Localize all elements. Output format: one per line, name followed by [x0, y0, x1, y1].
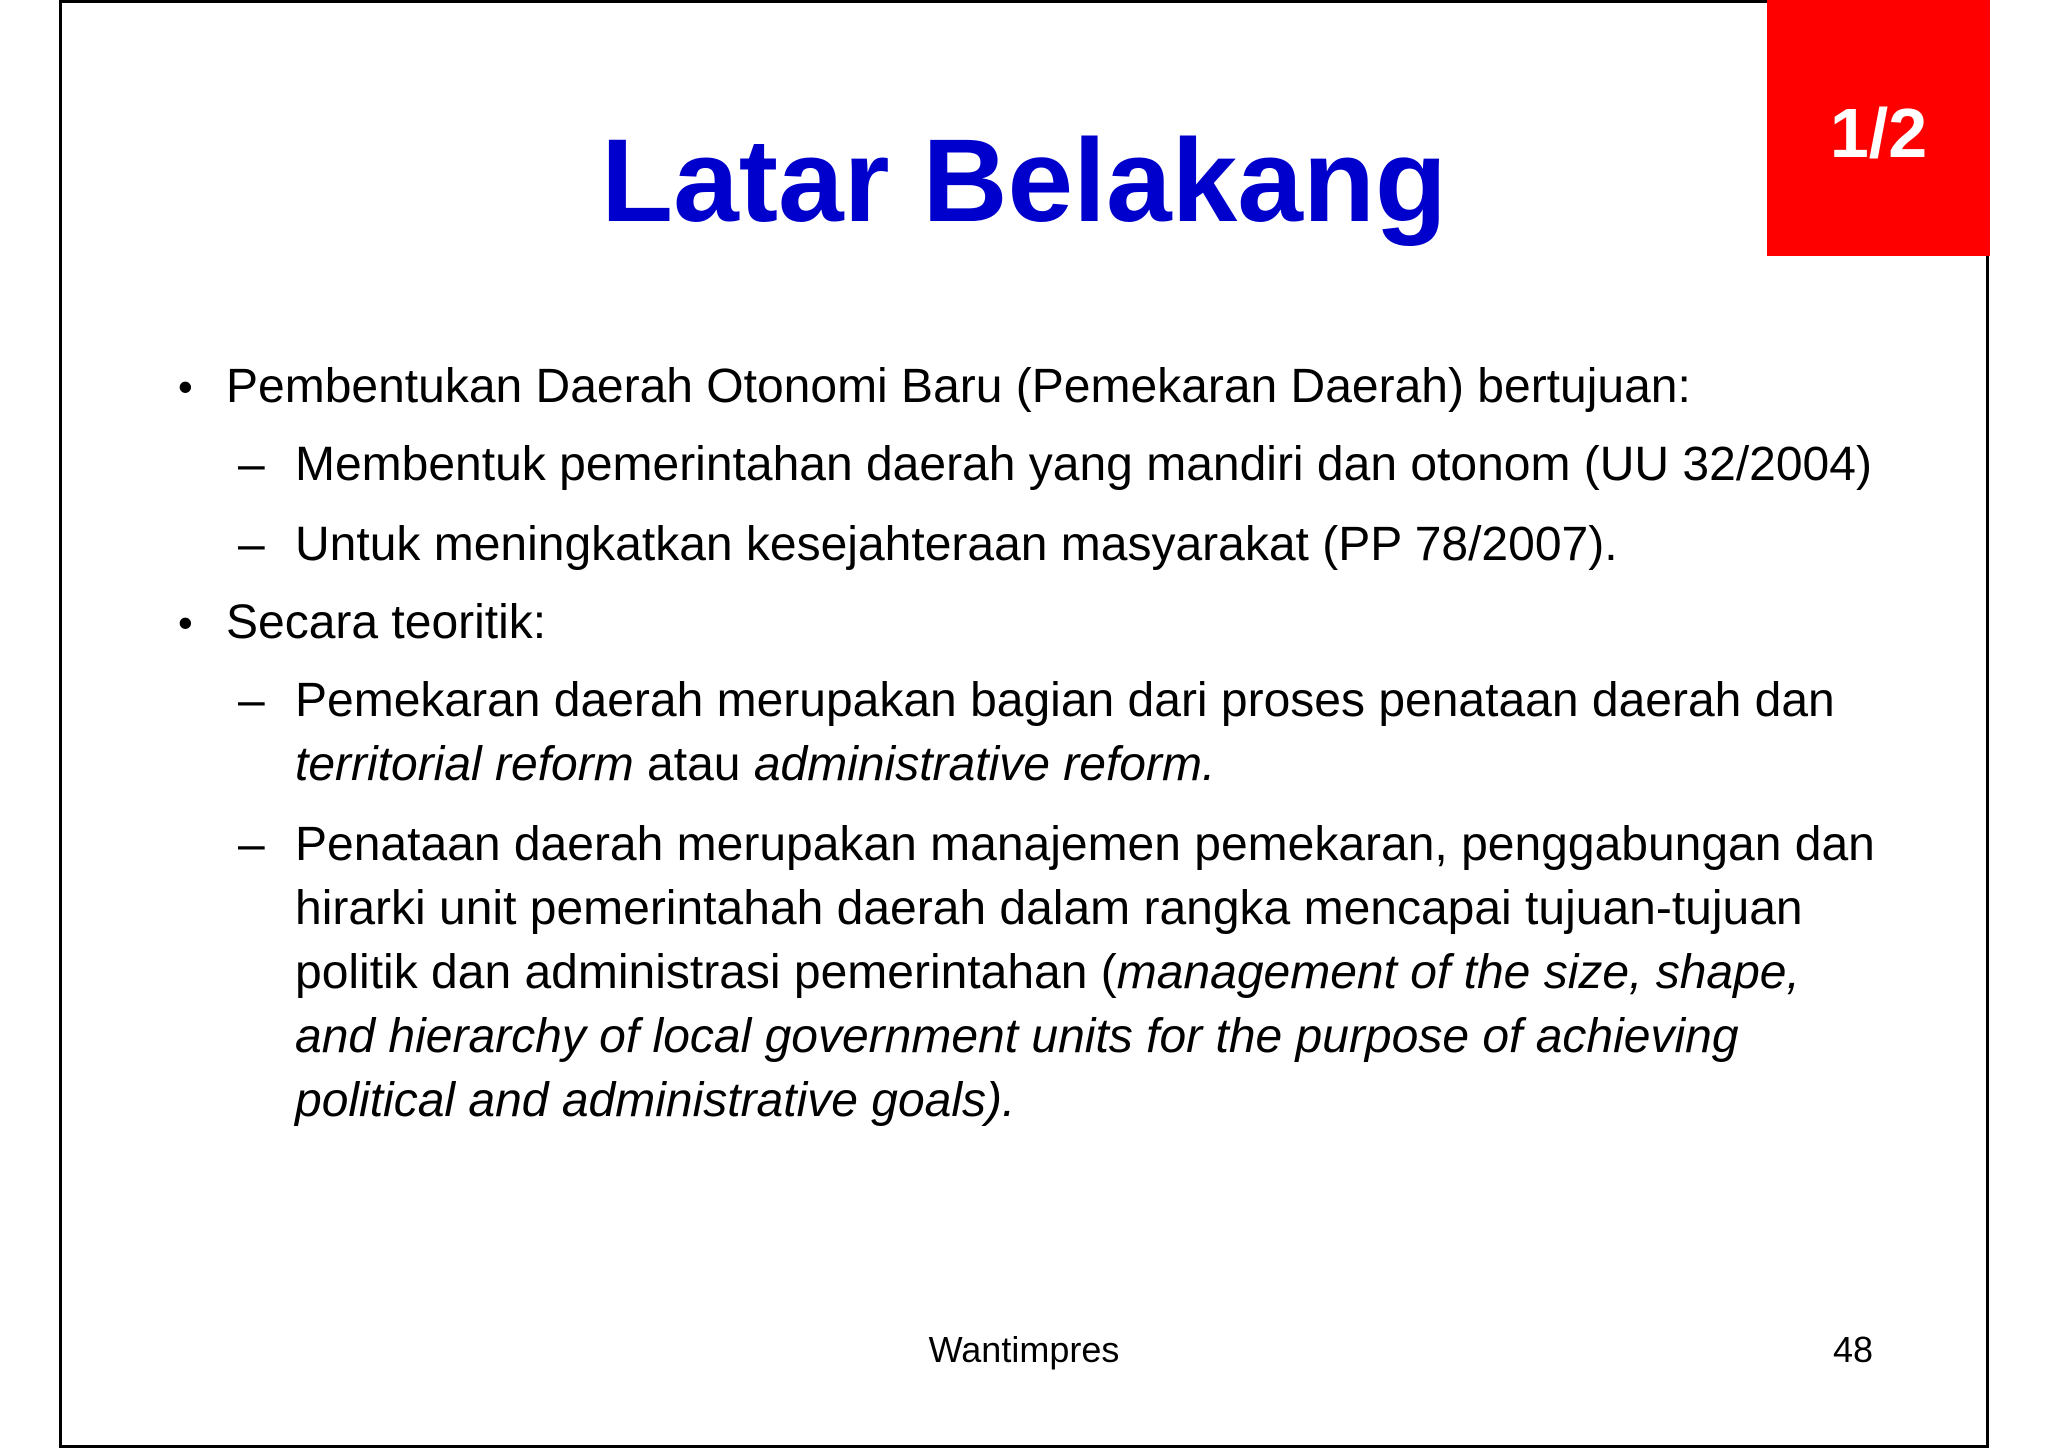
- slide-title: Latar Belakang: [601, 115, 1447, 247]
- sub-item: [168, 513, 1888, 577]
- page-number: 48: [1832, 1329, 1873, 1370]
- sub-text-italic: management of the size, shape, and hierarchy of local government units for the purpose of achieving political and administrative goals).: [295, 946, 1800, 1127]
- sub-text-italic: territorial reform: [295, 738, 634, 791]
- sub-item: [168, 433, 1888, 497]
- page-badge-label: 1/2: [1829, 94, 1928, 172]
- sub-text-italic: administrative reform.: [753, 738, 1216, 791]
- sub-marker: –: [238, 518, 265, 571]
- sub-marker: –: [238, 818, 265, 871]
- sub-text-part: atau: [633, 738, 754, 791]
- sub-marker: –: [238, 438, 265, 491]
- bullet-marker: •: [178, 363, 193, 410]
- bullet-item: [168, 355, 1888, 419]
- sub-text: Membentuk pemerintahan daerah yang mandiri dan otonom (UU 32/2004): [295, 438, 1872, 491]
- bullet-text: Secara teoritik:: [226, 596, 547, 649]
- bullet-text: Pembentukan Daerah Otonomi Baru (Pemekaran Daerah) bertujuan:: [226, 360, 1691, 413]
- bullet-item: [168, 591, 1888, 655]
- bullet-marker: •: [178, 599, 193, 646]
- sub-text-part: Penataan daerah merupakan manajemen pemekaran, penggabungan dan hirarki unit pemerintahah daerah dalam rangka mencapai tujuan-tujuan politik dan administrasi pemerintahan (: [295, 818, 1875, 999]
- sub-text-part: Pemekaran daerah merupakan bagian dari proses penataan daerah dan: [295, 674, 1835, 727]
- sub-marker: –: [238, 674, 265, 727]
- slide-content: [168, 355, 1888, 1133]
- footer-label: Wantimpres: [928, 1329, 1120, 1370]
- sub-text: Untuk meningkatkan kesejahteraan masyarakat (PP 78/2007).: [295, 518, 1618, 571]
- sub-item: [168, 669, 1888, 797]
- sub-item: [168, 813, 1888, 1133]
